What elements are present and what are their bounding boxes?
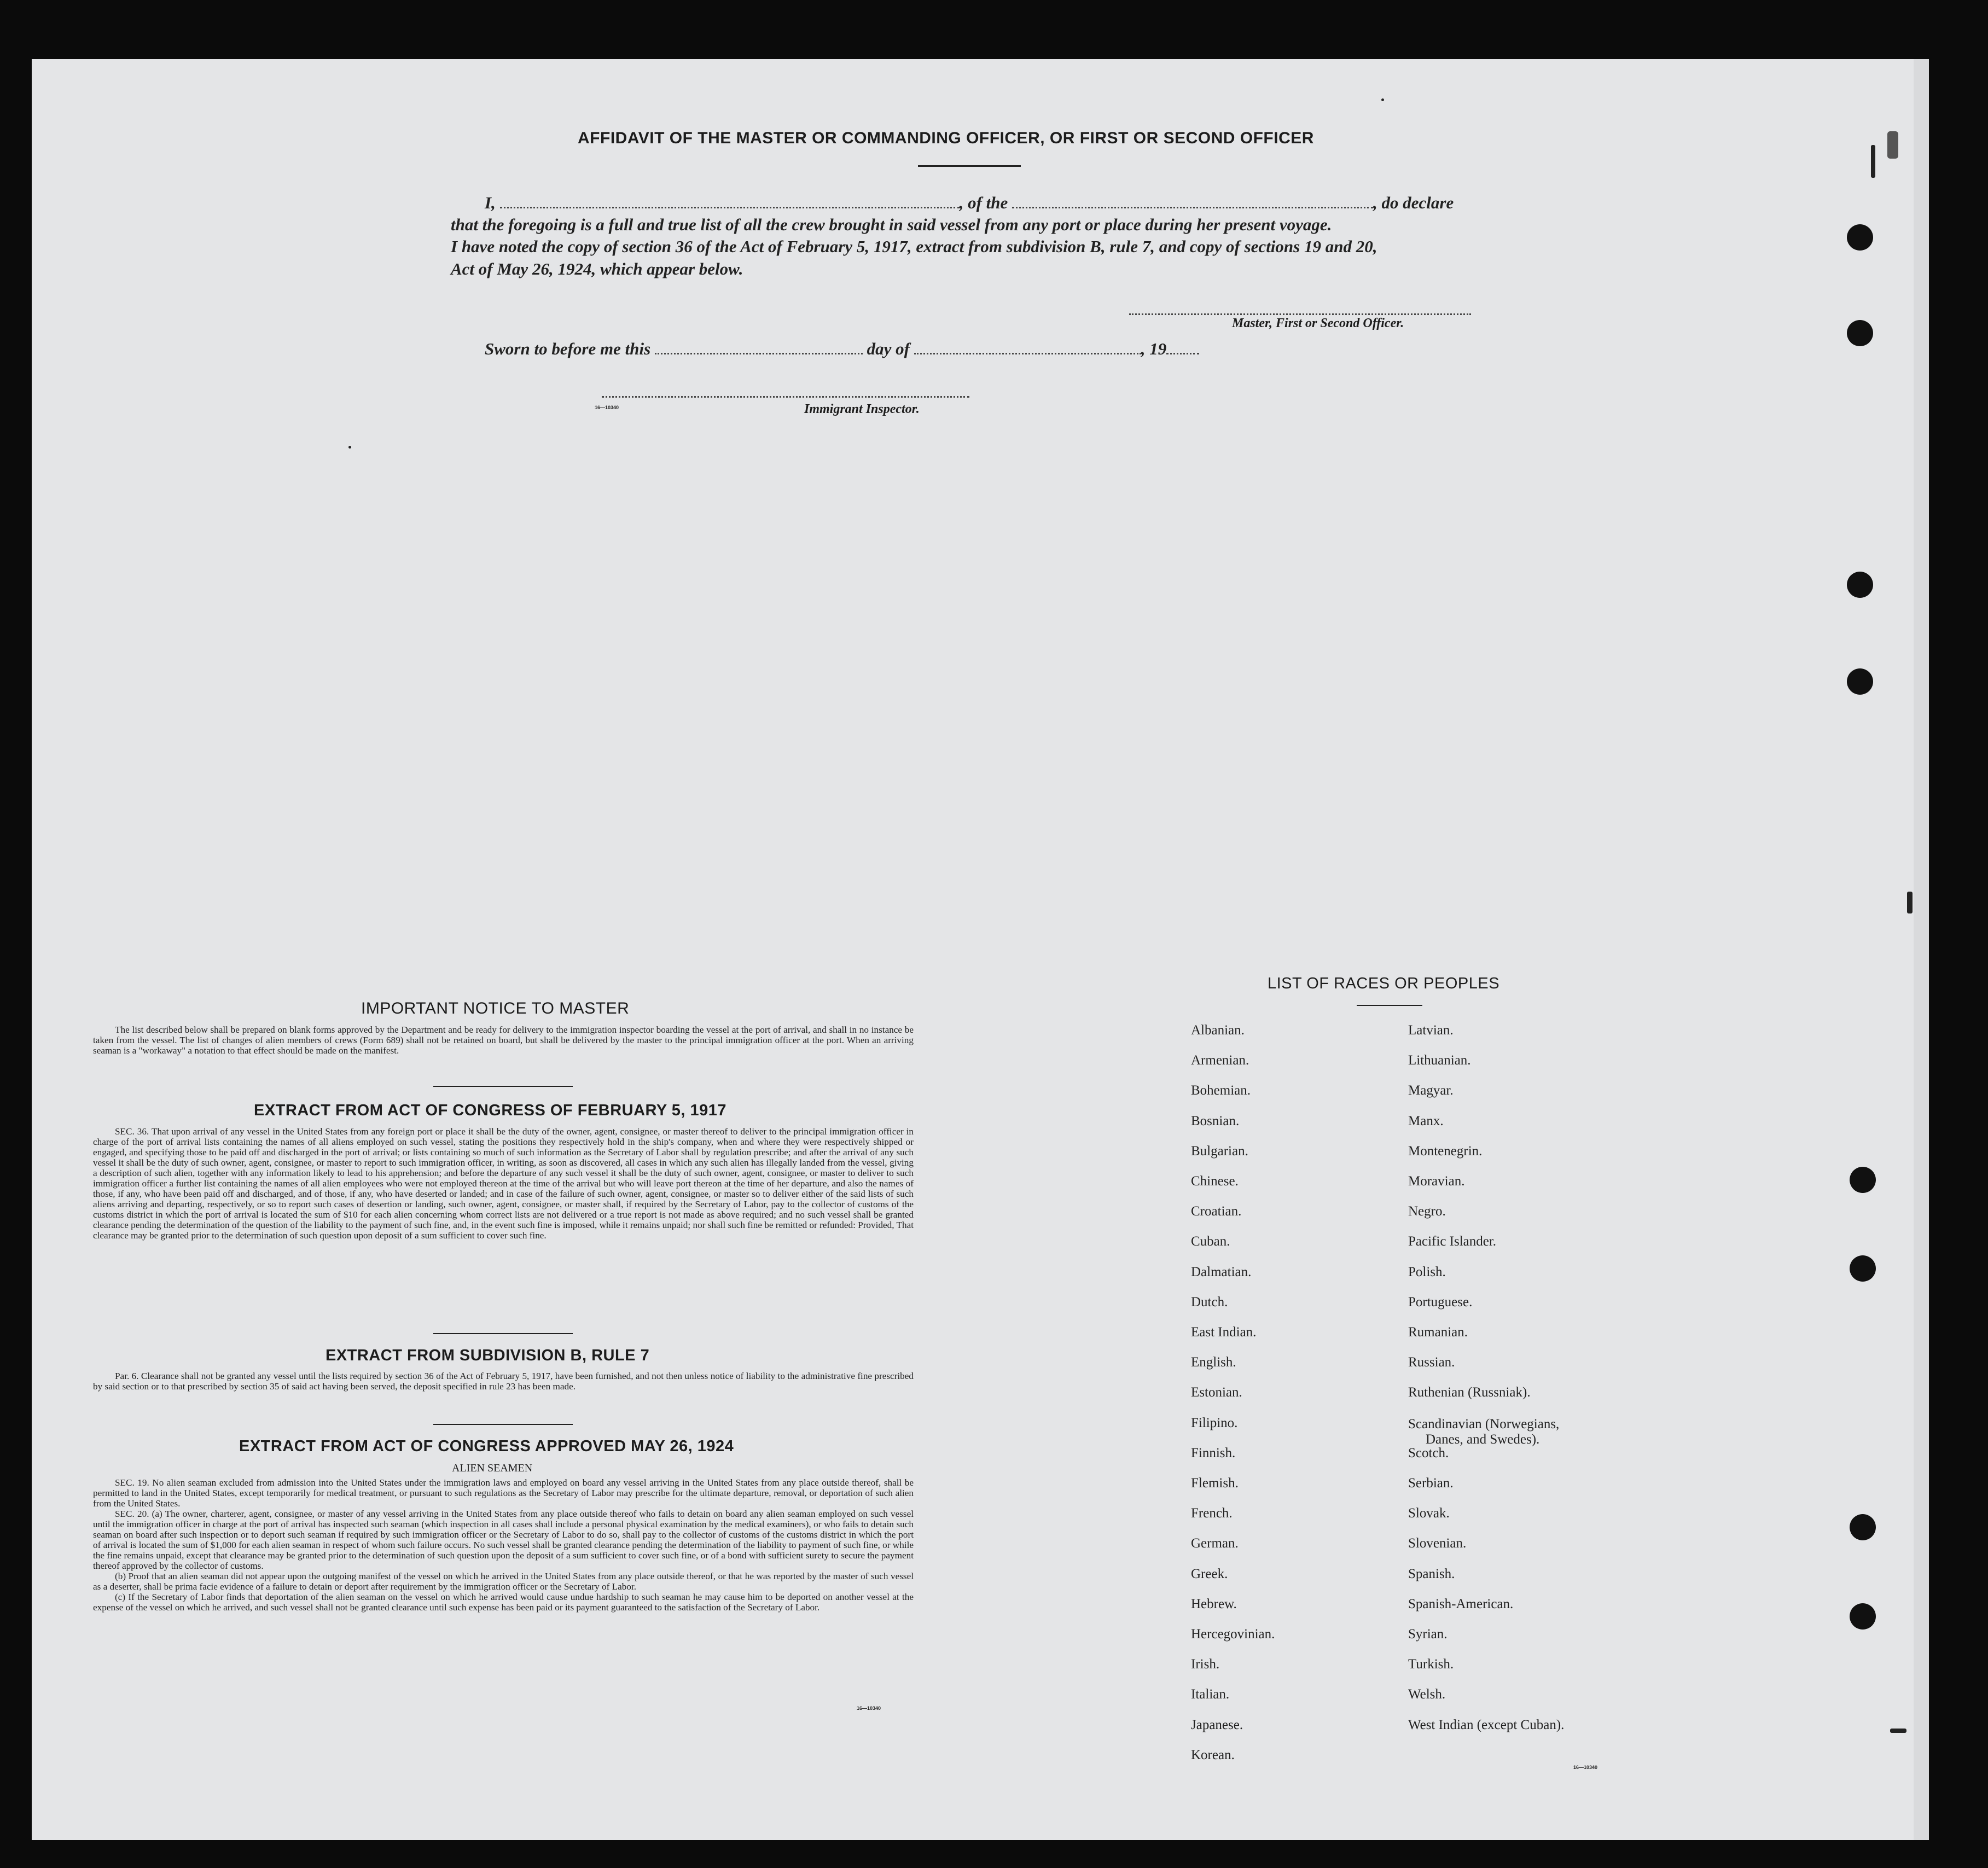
- race-item: Finnish.: [1191, 1445, 1236, 1460]
- race-item: Moravian.: [1408, 1174, 1465, 1189]
- sec19-text: SEC. 19. No alien seaman excluded from admission into the United States under the immigration laws and employed on board any vessel arriving in the United States from any place outside thereof, shall be permitted to land in the United States, except temporarily for medical treatment, or pursuant to such regulations as the Secretary of Labor may prescribe for the ultimate departure, removal, or deportation of such alien from the United States.: [93, 1477, 914, 1509]
- page-edge: [1914, 59, 1929, 1840]
- race-item: Slovak.: [1408, 1506, 1450, 1521]
- race-item: English.: [1191, 1355, 1236, 1370]
- race-item: Magyar.: [1408, 1083, 1454, 1098]
- notice-text: The list described below shall be prepared on blank forms approved by the Department and be ready for delivery to the immigration inspector boarding the vessel at the port of arrival, and shall in no instance be taken from the vessel. The list of changes of alien members of crews (Form 689) shall not be retained on board, but shall be delivered by the master to the principal immigration officer at the port. When an arriving seaman is a "workaway" a notation to that effect should be made on the manifest.: [93, 1025, 914, 1056]
- section-divider: [433, 1333, 573, 1334]
- binder-hole: [1847, 572, 1873, 598]
- sworn-year-label: , 19: [1141, 339, 1167, 358]
- race-item: Slovenian.: [1408, 1536, 1467, 1551]
- declaration-line-4: Act of May 26, 1924, which appear below.: [451, 259, 743, 278]
- rule7-title: EXTRACT FROM SUBDIVISION B, RULE 7: [325, 1347, 650, 1364]
- form-number: 16—10340: [857, 1706, 881, 1711]
- notice-paragraph: [93, 1025, 914, 1056]
- race-item: Spanish-American.: [1408, 1596, 1514, 1611]
- rule7-paragraph: [93, 1371, 914, 1392]
- race-item: Polish.: [1408, 1264, 1446, 1279]
- race-item: Estonian.: [1191, 1385, 1242, 1400]
- extract-1924-paragraph: [93, 1477, 914, 1613]
- extract-1924-title: EXTRACT FROM ACT OF CONGRESS APPROVED MAY 26, 1924: [239, 1438, 734, 1455]
- race-item: Serbian.: [1408, 1476, 1454, 1491]
- sworn-line: [485, 339, 1199, 359]
- sworn-day-label: day of: [867, 339, 910, 358]
- sec20b-text: (b) Proof that an alien seaman did not appear upon the outgoing manifest of the vessel on which he arrived in the United States from any place outside thereof, or that he was reported by the master of such vessel as a deserter, shall be prima facie evidence of a failure to detain or deport after requirement by the immigration officer or the Secretary of Labor.: [93, 1571, 914, 1592]
- race-item: Bulgarian.: [1191, 1143, 1248, 1159]
- binder-hole: [1847, 320, 1873, 346]
- rule7-text: Par. 6. Clearance shall not be granted any vessel until the lists required by section 36 of the Act of February 5, 1917, have been furnished, and not then unless notice of liability to the administrative fine prescribed by said section or to that prescribed by section 35 of said act having been served, the deposit specified in rule 23 has been made.: [93, 1371, 914, 1392]
- race-item: Hercegovinian.: [1191, 1627, 1275, 1642]
- race-item: Syrian.: [1408, 1627, 1448, 1642]
- binder-hole: [1847, 224, 1873, 251]
- race-item: Montenegrin.: [1408, 1143, 1483, 1159]
- binder-hole: [1850, 1514, 1876, 1540]
- race-item: Welsh.: [1408, 1687, 1446, 1702]
- binder-hole: [1847, 668, 1873, 695]
- race-item: Latvian.: [1408, 1023, 1454, 1038]
- race-item: Chinese.: [1191, 1174, 1239, 1189]
- declaration-end: , do declare: [1373, 193, 1454, 212]
- race-item: Hebrew.: [1191, 1596, 1237, 1611]
- declaration-mid: , of the: [959, 193, 1008, 212]
- scan-speck: [1890, 1729, 1906, 1733]
- race-item: French.: [1191, 1506, 1233, 1521]
- inspector-signature-line: [602, 396, 969, 398]
- name-blank[interactable]: [500, 195, 960, 208]
- race-item: Rumanian.: [1408, 1325, 1468, 1340]
- races-divider: [1357, 1005, 1422, 1006]
- race-item: Scotch.: [1408, 1445, 1449, 1460]
- race-item: Flemish.: [1191, 1476, 1239, 1491]
- notice-title: IMPORTANT NOTICE TO MASTER: [361, 999, 630, 1017]
- race-item: Dutch.: [1191, 1294, 1228, 1310]
- binder-hole: [1850, 1603, 1876, 1630]
- race-item: Negro.: [1408, 1204, 1446, 1219]
- scan-speck: [348, 446, 351, 449]
- sec20a-text: SEC. 20. (a) The owner, charterer, agent, consignee, or master of any vessel arriving in the United States from any place outside thereof who fails to detain on board any alien seaman employed on such vessel until the immigration officer in charge at the port of arrival has inspected such seaman (which inspection in all cases shall include a personal physical examination by the medical examiners), or who fails to detain such seaman on board after such inspection or to deport such seaman if required by such immigration officer or the Secretary of Labor to do so, shall pay to the collector of customs of the customs district in which the port of arrival is located the sum of $1,000 for each alien seaman in respect of whom such failure occurs. No such vessel shall be granted clearance pending the determination of the liability to payment of such fine, or while the fine remains unpaid, except that clearance may be granted prior to the determination of such question upon the deposit of a sum sufficient to cover such fine, or of a bond with sufficient surety to secure the payment thereof approved by the collector of customs.: [93, 1509, 914, 1571]
- race-item: Armenian.: [1191, 1053, 1249, 1068]
- form-number: 16—10340: [1573, 1765, 1598, 1770]
- inspector-caption: Immigrant Inspector.: [804, 402, 920, 416]
- signature-line: [1129, 313, 1471, 315]
- race-item: Korean.: [1191, 1747, 1235, 1762]
- race-item: Danes, and Swedes).: [1426, 1431, 1540, 1447]
- declaration-line-1: [485, 193, 1454, 213]
- race-item: Scandinavian (Norwegians,: [1408, 1416, 1560, 1431]
- declaration-line-3: I have noted the copy of section 36 of the Act of February 5, 1917, extract from subdivision B, rule 7, and copy of sections 19 and 20,: [451, 237, 1377, 256]
- affidavit-title: AFFIDAVIT OF THE MASTER OR COMMANDING OFFICER, OR FIRST OR SECOND OFFICER: [578, 129, 1314, 147]
- alien-seamen-subtitle: ALIEN SEAMEN: [452, 1462, 533, 1474]
- race-item: Bosnian.: [1191, 1113, 1240, 1128]
- race-item: Greek.: [1191, 1566, 1228, 1581]
- binder-hole: [1850, 1255, 1876, 1282]
- race-item: Albanian.: [1191, 1023, 1245, 1038]
- race-item: Filipino.: [1191, 1415, 1238, 1430]
- section-divider: [433, 1086, 573, 1087]
- race-item: Ruthenian (Russniak).: [1408, 1385, 1531, 1400]
- race-item: Turkish.: [1408, 1657, 1454, 1672]
- vessel-blank[interactable]: [1012, 195, 1373, 208]
- race-item: Portuguese.: [1408, 1294, 1473, 1310]
- race-item: Bohemian.: [1191, 1083, 1251, 1098]
- binder-hole: [1850, 1167, 1876, 1193]
- declaration-line-2: that the foregoing is a full and true list of all the crew brought in said vessel from any port or place during her present voyage.: [451, 215, 1332, 234]
- race-item: East Indian.: [1191, 1325, 1257, 1340]
- race-item: West Indian (except Cuban).: [1408, 1717, 1565, 1732]
- race-item: Russian.: [1408, 1355, 1455, 1370]
- extract-1917-paragraph: [93, 1126, 914, 1241]
- race-item: Italian.: [1191, 1687, 1230, 1702]
- race-item: Lithuanian.: [1408, 1053, 1471, 1068]
- race-item: Cuban.: [1191, 1234, 1230, 1249]
- race-item: Spanish.: [1408, 1566, 1455, 1581]
- declaration-start: I,: [485, 193, 496, 212]
- scan-speck: [1907, 892, 1913, 913]
- sec20c-text: (c) If the Secretary of Labor finds that deportation of the alien seaman on the vessel on which he arrived would cause undue hardship to such seaman he may cause him to be deported on another vessel at the expense of the vessel on which he arrived, and such vessel shall not be granted clearance until such expense has been paid or its payment guaranteed to the satisfaction of the Secretary of Labor.: [93, 1592, 914, 1613]
- race-item: Pacific Islander.: [1408, 1234, 1497, 1249]
- extract-1917-text: SEC. 36. That upon arrival of any vessel in the United States from any foreign port or place it shall be the duty of the owner, agent, consignee, or master thereof to deliver to the principal immigration officer in charge of the port of arrival lists containing the names of all aliens employed on such vessel, stating the positions they respectively hold in the ship's company, when and where they were respectively shipped or engaged, and specifying those to be paid off and discharged in the port of arrival; or lists containing so much of such information as the Secretary of Labor shall by regulation prescribe; and after the arrival of any such vessel it shall be the duty of such owner, agent, consignee, or master to report to such immigration officer, in writing, as soon as discovered, all cases in which any such alien has illegally landed from the vessel, giving a description of such alien, together with any information likely to lead to his apprehension; and before the departure of any such vessel it shall be the duty of such owner, agent, consignee, or master to deliver to such immigration officer a further list containing the names of all alien employees who were not employed thereon at the time of the arrival but who will leave port thereon at the time of her departure, and also the names of those, if any, who have been paid off and discharged, and of those, if any, who have deserted or landed; and in case of the failure of such owner, agent, consignee, or master so to deliver either of the said lists of such aliens arriving and departing, respectively, or so to report such cases of desertion or landing, such owner, agent, consignee, or master shall, if required by the Secretary of Labor, pay to the collector of customs of the customs district in which the port of arrival is located the sum of $10 for each alien concerning whom correct lists are not delivered or a true report is not made as above required; and no such vessel shall be granted clearance pending the determination of the question of the liability to the payment of such fine, and, in the event such fine is imposed, while it remains unpaid; nor shall such fine be remitted or refunded: Provided, That clearance may be granted prior to the determination of such question upon deposit of a sum sufficient to cover such fine.: [93, 1126, 914, 1241]
- extract-1917-title: EXTRACT FROM ACT OF CONGRESS OF FEBRUARY 5, 1917: [254, 1102, 727, 1119]
- race-item: Irish.: [1191, 1657, 1220, 1672]
- race-item: Japanese.: [1191, 1717, 1243, 1732]
- form-number: 16—10340: [595, 405, 619, 410]
- race-item: Croatian.: [1191, 1204, 1242, 1219]
- sworn-start: Sworn to before me this: [485, 339, 651, 358]
- sworn-month-blank[interactable]: [914, 341, 1141, 354]
- sworn-year-blank[interactable]: [1166, 341, 1199, 354]
- scan-speck: [1381, 98, 1384, 101]
- race-item: Manx.: [1408, 1113, 1444, 1128]
- scan-speck: [1871, 145, 1875, 178]
- title-divider: [918, 165, 1021, 167]
- race-item: German.: [1191, 1536, 1239, 1551]
- scan-speck: [1887, 131, 1898, 159]
- section-divider: [433, 1424, 573, 1425]
- races-title: LIST OF RACES OR PEOPLES: [1268, 975, 1500, 992]
- signature-caption: Master, First or Second Officer.: [1232, 316, 1404, 330]
- race-item: Dalmatian.: [1191, 1264, 1252, 1279]
- sworn-day-blank[interactable]: [655, 341, 863, 354]
